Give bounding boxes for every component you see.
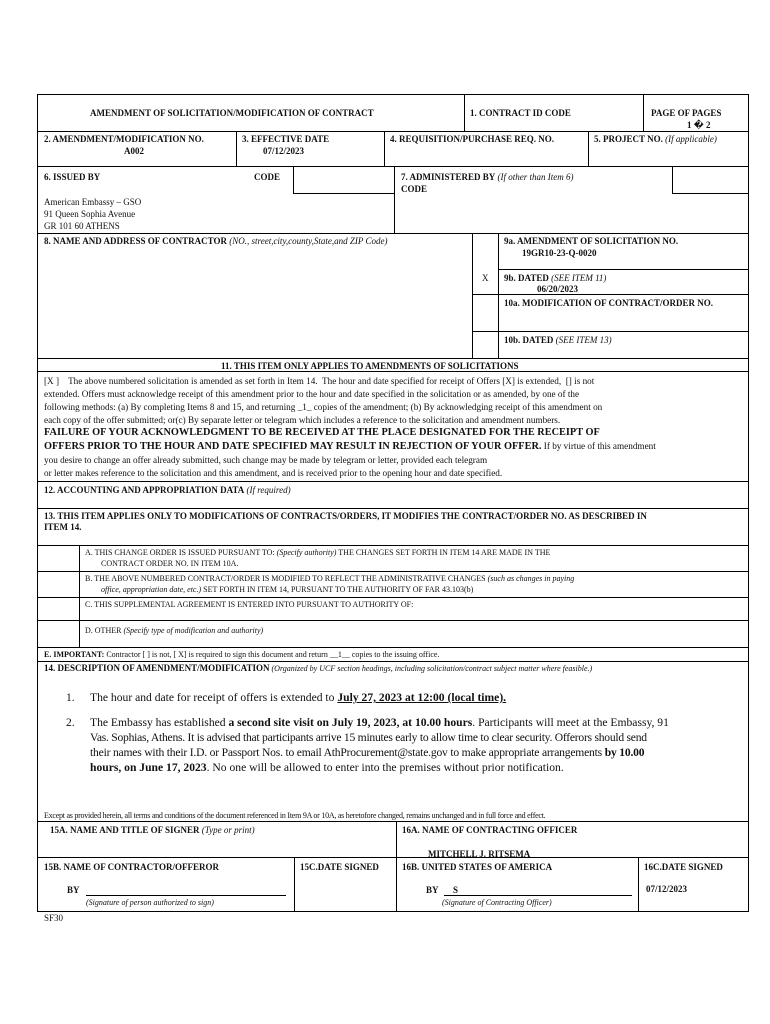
dated-9b-value: 06/20/2023 — [537, 284, 579, 294]
checkbox-column-divider — [79, 545, 80, 647]
page-of-pages-value: 1 � 2 — [687, 120, 711, 130]
important-line: E. IMPORTANT: Contractor [ ] is not, [ X] is required to sign this document and return __1__ copies to the issuing office. — [44, 650, 440, 659]
item14-para2-line3: their names with their I.D. or Passport Nos. to email AthProcurement@state.gov to make appropriate arrangements by 10.00 — [90, 746, 645, 759]
item13b-line1: B. THE ABOVE NUMBERED CONTRACT/ORDER IS MODIFIED TO REFLECT THE ADMINISTRATIVE CHANGES (such as changes in paying — [85, 574, 575, 583]
requisition-label: 4. REQUISITION/PURCHASE REQ. NO. — [390, 134, 555, 144]
item11-line2: extended. Offers must acknowledge receipt of this amendment prior to the hour and date specified in the solicitation or as amended, by one of the — [44, 389, 580, 399]
row-divider — [37, 545, 749, 546]
item13a-line1: A. THIS CHANGE ORDER IS ISSUED PURSUANT TO: (Specify authority) THE CHANGES SET FORTH IN ITEM 14 ARE MADE IN THE — [85, 548, 551, 557]
date-signed-16c-label: 16C.DATE SIGNED — [644, 862, 723, 872]
item14-para2-number: 2. — [66, 716, 75, 729]
row-divider — [37, 597, 749, 598]
col-divider — [643, 94, 644, 131]
col-divider — [396, 821, 397, 912]
item13b-line2: office, appropriation date, etc.) SET FORTH IN ITEM 14, PURSUANT TO THE AUTHORITY OF FAR 43.103(b) — [101, 585, 474, 594]
code-label-7: CODE — [401, 184, 428, 194]
col-divider — [236, 131, 237, 166]
item11-line8: or letter makes reference to the solicitation and this amendment, and is received prior to the opening hour and date specified. — [44, 468, 503, 478]
contracting-officer-name: MITCHELL J. RITSEMA — [428, 849, 531, 859]
item11-heading: 11. THIS ITEM ONLY APPLIES TO AMENDMENTS OF SOLICITATIONS — [221, 361, 519, 371]
effective-date-value: 07/12/2023 — [263, 146, 305, 156]
contracting-officer-label: 16A. NAME OF CONTRACTING OFFICER — [402, 825, 578, 835]
row-divider — [37, 647, 749, 648]
col-divider — [294, 857, 295, 912]
item14-para2-line1: The Embassy has established a second site visit on July 19, 2023, at 10.00 hours. Participants will meet at the Embassy, 91 — [90, 716, 669, 729]
row-divider — [472, 294, 749, 295]
item14-para2-line4: hours, on June 17, 2023. No one will be allowed to enter into the premises without prior notification. — [90, 761, 564, 774]
amendment-no-value: A002 — [124, 146, 144, 156]
row-divider — [37, 661, 749, 662]
col-divider — [498, 233, 499, 358]
item13a-line2: CONTRACT ORDER NO. IN ITEM 10A. — [101, 559, 239, 568]
item13c-line: C. THIS SUPPLEMENTAL AGREEMENT IS ENTERED INTO PURSUANT TO AUTHORITY OF: — [85, 600, 414, 609]
col-divider — [588, 131, 589, 166]
modification-no-label: 10a. MODIFICATION OF CONTRACT/ORDER NO. — [504, 298, 714, 308]
form-border — [37, 94, 749, 912]
code-box-6 — [293, 166, 395, 194]
signer-name-label: 15A. NAME AND TITLE OF SIGNER (Type or print) — [50, 825, 255, 835]
item14-para2-line2: Vas. Sophias, Athens. It is advised that participants arrive 15 minutes early to allow time to clear security. Offerors should send — [90, 731, 647, 744]
col-divider — [638, 857, 639, 912]
dated-9b-label: 9b. DATED (SEE ITEM 11) — [504, 273, 607, 283]
row-divider — [37, 481, 749, 482]
row-divider — [472, 331, 749, 332]
col-divider — [384, 131, 385, 166]
row-divider — [37, 131, 749, 132]
date-signed-16c-value: 07/12/2023 — [646, 884, 688, 894]
col-divider — [472, 233, 473, 358]
administered-by-label: 7. ADMINISTERED BY (If other than Item 6) — [401, 172, 574, 182]
item13d-line: D. OTHER (Specify type of modification and authority) — [85, 626, 264, 635]
row-divider — [37, 233, 749, 234]
by-label-contractor: BY — [67, 885, 80, 895]
row-divider — [37, 358, 749, 359]
row-divider — [37, 571, 749, 572]
officer-signature-line[interactable] — [444, 895, 632, 896]
form-title: AMENDMENT OF SOLICITATION/MODIFICATION OF CONTRACT — [90, 108, 374, 118]
amendment-no-label: 2. AMENDMENT/MODIFICATION NO. — [44, 134, 204, 144]
row-divider — [37, 857, 749, 858]
row-divider — [498, 269, 749, 270]
item14-para1-number: 1. — [66, 691, 75, 704]
solicitation-no-label: 9a. AMENDMENT OF SOLICITATION NO. — [504, 236, 679, 246]
project-no-label: 5. PROJECT NO. (If applicable) — [594, 134, 717, 144]
issuer-address-line3: GR 101 60 ATHENS — [44, 221, 120, 231]
row-divider — [37, 620, 749, 621]
page-of-pages-label: PAGE OF PAGES — [651, 108, 722, 118]
code-label-6: CODE — [254, 172, 281, 182]
code-box-7 — [672, 166, 749, 194]
issuer-address-line2: 91 Queen Sophia Avenue — [44, 209, 136, 219]
item13-heading-line2: ITEM 14. — [44, 522, 82, 532]
effective-date-label: 3. EFFECTIVE DATE — [242, 134, 330, 144]
usa-label: 16B. UNITED STATES OF AMERICA — [402, 862, 553, 872]
except-statement: Except as provided herein, all terms and conditions of the document referenced in Item 9A or 10A, as heretofore changed, remains unchanged and in full force and effect. — [44, 811, 546, 820]
item14-label: 14. DESCRIPTION OF AMENDMENT/MODIFICATION (Organized by UCF section headings, including solicitation/contract subject matter where feasible.) — [44, 663, 593, 673]
solicitation-no-value: 19GR10-23-Q-0020 — [522, 248, 597, 258]
contractor-label: 8. NAME AND ADDRESS OF CONTRACTOR (NO., street,city,county,State,and ZIP Code) — [44, 236, 388, 246]
contractor-signature-caption: (Signature of person authorized to sign) — [86, 898, 214, 907]
accounting-label: 12. ACCOUNTING AND APPROPRIATION DATA (If required) — [44, 485, 291, 495]
issuer-address-line1: American Embassy – GSO — [44, 197, 142, 207]
row-divider — [37, 821, 749, 822]
item11-warning-line1: FAILURE OF YOUR ACKNOWLEDGMENT TO BE RECEIVED AT THE PLACE DESIGNATED FOR THE RECEIPT OF — [44, 427, 600, 438]
item11-line7: you desire to change an offer already submitted, such change may be made by telegram or letter, provided each telegram — [44, 455, 488, 465]
item11-line4: each copy of the offer submitted; or(c) By separate letter or telegram which includes a reference to the solicitation and amendment numbers. — [44, 415, 561, 425]
officer-signature-caption: (Signature of Contracting Officer) — [442, 898, 552, 907]
form-number: SF30 — [44, 913, 64, 923]
item13-heading-line1: 13. THIS ITEM APPLIES ONLY TO MODIFICATIONS OF CONTRACTS/ORDERS, IT MODIFIES THE CONTRACT/ORDER NO. AS DESCRIBED IN — [44, 511, 647, 521]
contractor-offeror-label: 15B. NAME OF CONTRACTOR/OFFEROR — [44, 862, 220, 872]
row-divider — [37, 508, 749, 509]
item11-warning-line2: OFFERS PRIOR TO THE HOUR AND DATE SPECIFIED MAY RESULT IN REJECTION OF YOUR OFFER. If by virtue of this amendment — [44, 441, 656, 452]
dated-9b-checkbox[interactable]: X — [482, 273, 489, 283]
issued-by-label: 6. ISSUED BY — [44, 172, 101, 182]
by-label-officer: BY — [426, 885, 439, 895]
contract-id-label: 1. CONTRACT ID CODE — [470, 108, 571, 118]
item14-para1: The hour and date for receipt of offers is extended to July 27, 2023 at 12:00 (local time). — [90, 691, 507, 704]
officer-signature-mark: S — [453, 885, 459, 895]
dated-10b-label: 10b. DATED (SEE ITEM 13) — [504, 335, 612, 345]
item11-line1: [X ] The above numbered solicitation is amended as set forth in Item 14. The hour and date specified for receipt of Offers [X] is extended, [] is not — [44, 376, 595, 386]
col-divider — [464, 94, 465, 131]
date-signed-15c-label: 15C.DATE SIGNED — [300, 862, 379, 872]
contractor-signature-line[interactable] — [86, 895, 286, 896]
item11-line3: following methods: (a) By completing Items 8 and 15, and returning _1_ copies of the amendment; (b) By acknowledging receipt of this amendment on — [44, 402, 603, 412]
